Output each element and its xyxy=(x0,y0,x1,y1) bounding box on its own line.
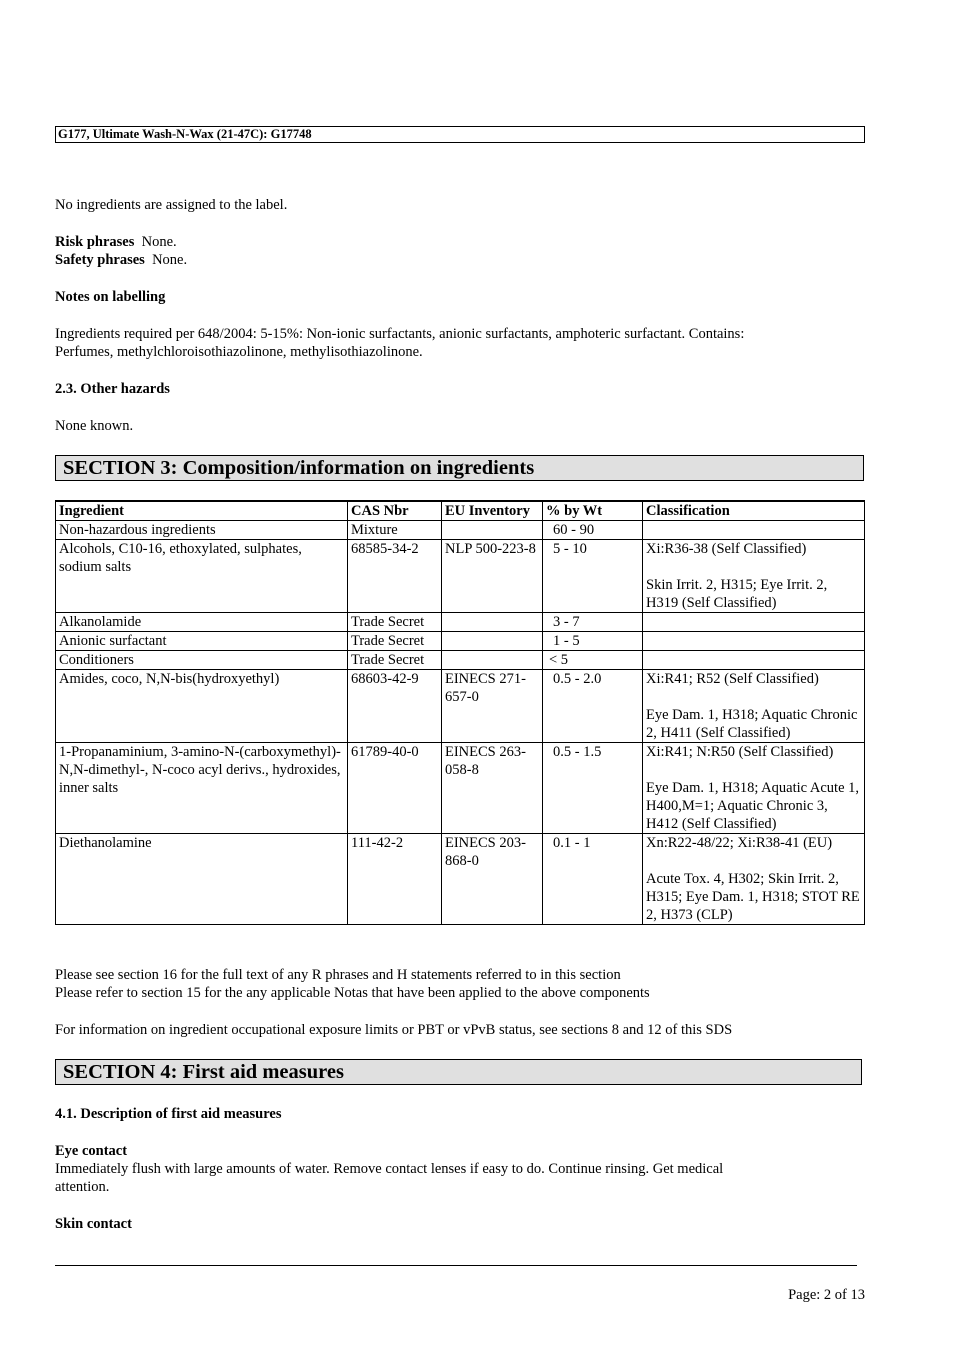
cell-ingredient: Conditioners xyxy=(56,651,348,670)
cell-cas: 111-42-2 xyxy=(348,834,442,925)
skin-contact-heading: Skin contact xyxy=(55,1216,132,1232)
cell-ingredient: Alcohols, C10-16, ethoxylated, sulphates, sodium salts xyxy=(56,540,348,613)
cell-classification xyxy=(643,613,865,632)
table-row xyxy=(56,743,865,834)
table-row xyxy=(56,540,865,613)
cell-eu: EINECS 203-868-0 xyxy=(442,834,543,925)
cell-ingredient: Amides, coco, N,N-bis(hydroxyethyl) xyxy=(56,670,348,743)
cell-classification xyxy=(643,743,865,834)
cell-classification xyxy=(643,540,865,613)
section-3-note-2: Please refer to section 15 for the any applicable Notas that have been applied to the above components xyxy=(55,985,650,1001)
cell-pct: 0.1 - 1 xyxy=(543,834,643,925)
table-row xyxy=(56,651,865,670)
cell-cas: Trade Secret xyxy=(348,632,442,651)
cell-eu xyxy=(442,632,543,651)
notes-heading: Notes on labelling xyxy=(55,289,166,305)
product-line: G177, Ultimate Wash-N-Wax (21-47C): G17748 xyxy=(58,127,312,141)
table-row xyxy=(56,613,865,632)
cell-classification xyxy=(643,651,865,670)
risk-phrases xyxy=(55,233,177,251)
page-number: Page: 2 of 13 xyxy=(788,1287,865,1303)
cell-eu: NLP 500-223-8 xyxy=(442,540,543,613)
risk-phrases-label: Risk phrases xyxy=(55,234,135,250)
notes-text-line-1: Ingredients required per 648/2004: 5-15%: Non-ionic surfactants, anionic surfactants, amphoteric surfactant. Contains: xyxy=(55,326,745,342)
cell-ingredient: Non-hazardous ingredients xyxy=(56,521,348,540)
column-header-classification: Classification xyxy=(643,501,865,521)
ingredients-table xyxy=(55,500,865,925)
cell-eu: EINECS 271-657-0 xyxy=(442,670,543,743)
footer-divider xyxy=(55,1265,857,1266)
classification-clp: Acute Tox. 4, H302; Skin Irrit. 2, H315; Eye Dam. 1, H318; STOT RE 2, H373 (CLP) xyxy=(646,871,860,923)
cell-ingredient: Alkanolamide xyxy=(56,613,348,632)
section-4-title xyxy=(55,1059,862,1085)
classification-r-phrases: Xi:R41; R52 (Self Classified) xyxy=(646,671,819,687)
section-4-title-text: SECTION 4: First aid measures xyxy=(63,1061,344,1083)
section-3-note-1: Please see section 16 for the full text of any R phrases and H statements referred to in this section xyxy=(55,967,621,983)
classification-clp: Skin Irrit. 2, H315; Eye Irrit. 2, H319 (Self Classified) xyxy=(646,577,828,611)
no-ingredients-text: No ingredients are assigned to the label. xyxy=(55,197,288,213)
notes-text-line-2: Perfumes, methylchloroisothiazolinone, methylisothiazolinone. xyxy=(55,344,423,360)
other-hazards-heading: 2.3. Other hazards xyxy=(55,381,170,397)
table-row xyxy=(56,632,865,651)
cell-pct: 1 - 5 xyxy=(543,632,643,651)
cell-cas: 68603-42-9 xyxy=(348,670,442,743)
cell-eu xyxy=(442,651,543,670)
table-row xyxy=(56,521,865,540)
cell-pct: 5 - 10 xyxy=(543,540,643,613)
table-header-row xyxy=(56,501,865,521)
column-header-cas: CAS Nbr xyxy=(348,501,442,521)
cell-eu xyxy=(442,521,543,540)
table-row xyxy=(56,834,865,925)
cell-pct: 3 - 7 xyxy=(543,613,643,632)
column-header-eu-inventory: EU Inventory xyxy=(442,501,543,521)
cell-classification xyxy=(643,521,865,540)
cell-pct: 0.5 - 1.5 xyxy=(543,743,643,834)
cell-cas: Mixture xyxy=(348,521,442,540)
column-header-ingredient: Ingredient xyxy=(56,501,348,521)
cell-classification xyxy=(643,632,865,651)
cell-pct: < 5 xyxy=(543,651,643,670)
classification-r-phrases: Xi:R36-38 (Self Classified) xyxy=(646,541,807,557)
section-3-title xyxy=(55,455,864,481)
safety-phrases-value: None. xyxy=(152,252,188,268)
safety-phrases xyxy=(55,251,187,269)
eye-contact-text-line-2: attention. xyxy=(55,1179,110,1195)
cell-ingredient: Diethanolamine xyxy=(56,834,348,925)
cell-pct: 60 - 90 xyxy=(543,521,643,540)
eye-contact-heading: Eye contact xyxy=(55,1143,128,1159)
cell-eu xyxy=(442,613,543,632)
section-3-note-3: For information on ingredient occupational exposure limits or PBT or vPvB status, see sections 8 and 12 of this SDS xyxy=(55,1022,733,1038)
cell-classification xyxy=(643,670,865,743)
table-row xyxy=(56,670,865,743)
cell-cas: 68585-34-2 xyxy=(348,540,442,613)
cell-eu: EINECS 263-058-8 xyxy=(442,743,543,834)
cell-classification xyxy=(643,834,865,925)
cell-cas: Trade Secret xyxy=(348,613,442,632)
document-header xyxy=(55,126,865,143)
cell-cas: Trade Secret xyxy=(348,651,442,670)
first-aid-sub-heading: 4.1. Description of first aid measures xyxy=(55,1106,282,1122)
other-hazards-text: None known. xyxy=(55,418,134,434)
classification-clp: Eye Dam. 1, H318; Aquatic Chronic 2, H411 (Self Classified) xyxy=(646,707,858,741)
column-header-pct-by-wt: % by Wt xyxy=(543,501,643,521)
cell-cas: 61789-40-0 xyxy=(348,743,442,834)
classification-clp: Eye Dam. 1, H318; Aquatic Acute 1, H400,M=1; Aquatic Chronic 3, H412 (Self Classified) xyxy=(646,780,860,832)
risk-phrases-value: None. xyxy=(141,234,177,250)
cell-ingredient: 1-Propanaminium, 3-amino-N-(carboxymethyl)-N,N-dimethyl-, N-coco acyl derivs., hydroxides, inner salts xyxy=(56,743,348,834)
section-3-title-text: SECTION 3: Composition/information on ingredients xyxy=(63,457,535,479)
cell-ingredient: Anionic surfactant xyxy=(56,632,348,651)
classification-r-phrases: Xi:R41; N:R50 (Self Classified) xyxy=(646,744,834,760)
eye-contact-text-line-1: Immediately flush with large amounts of water. Remove contact lenses if easy to do. Continue rinsing. Get medical xyxy=(55,1161,724,1177)
safety-phrases-label: Safety phrases xyxy=(55,252,145,268)
cell-pct: 0.5 - 2.0 xyxy=(543,670,643,743)
classification-r-phrases: Xn:R22-48/22; Xi:R38-41 (EU) xyxy=(646,835,833,851)
